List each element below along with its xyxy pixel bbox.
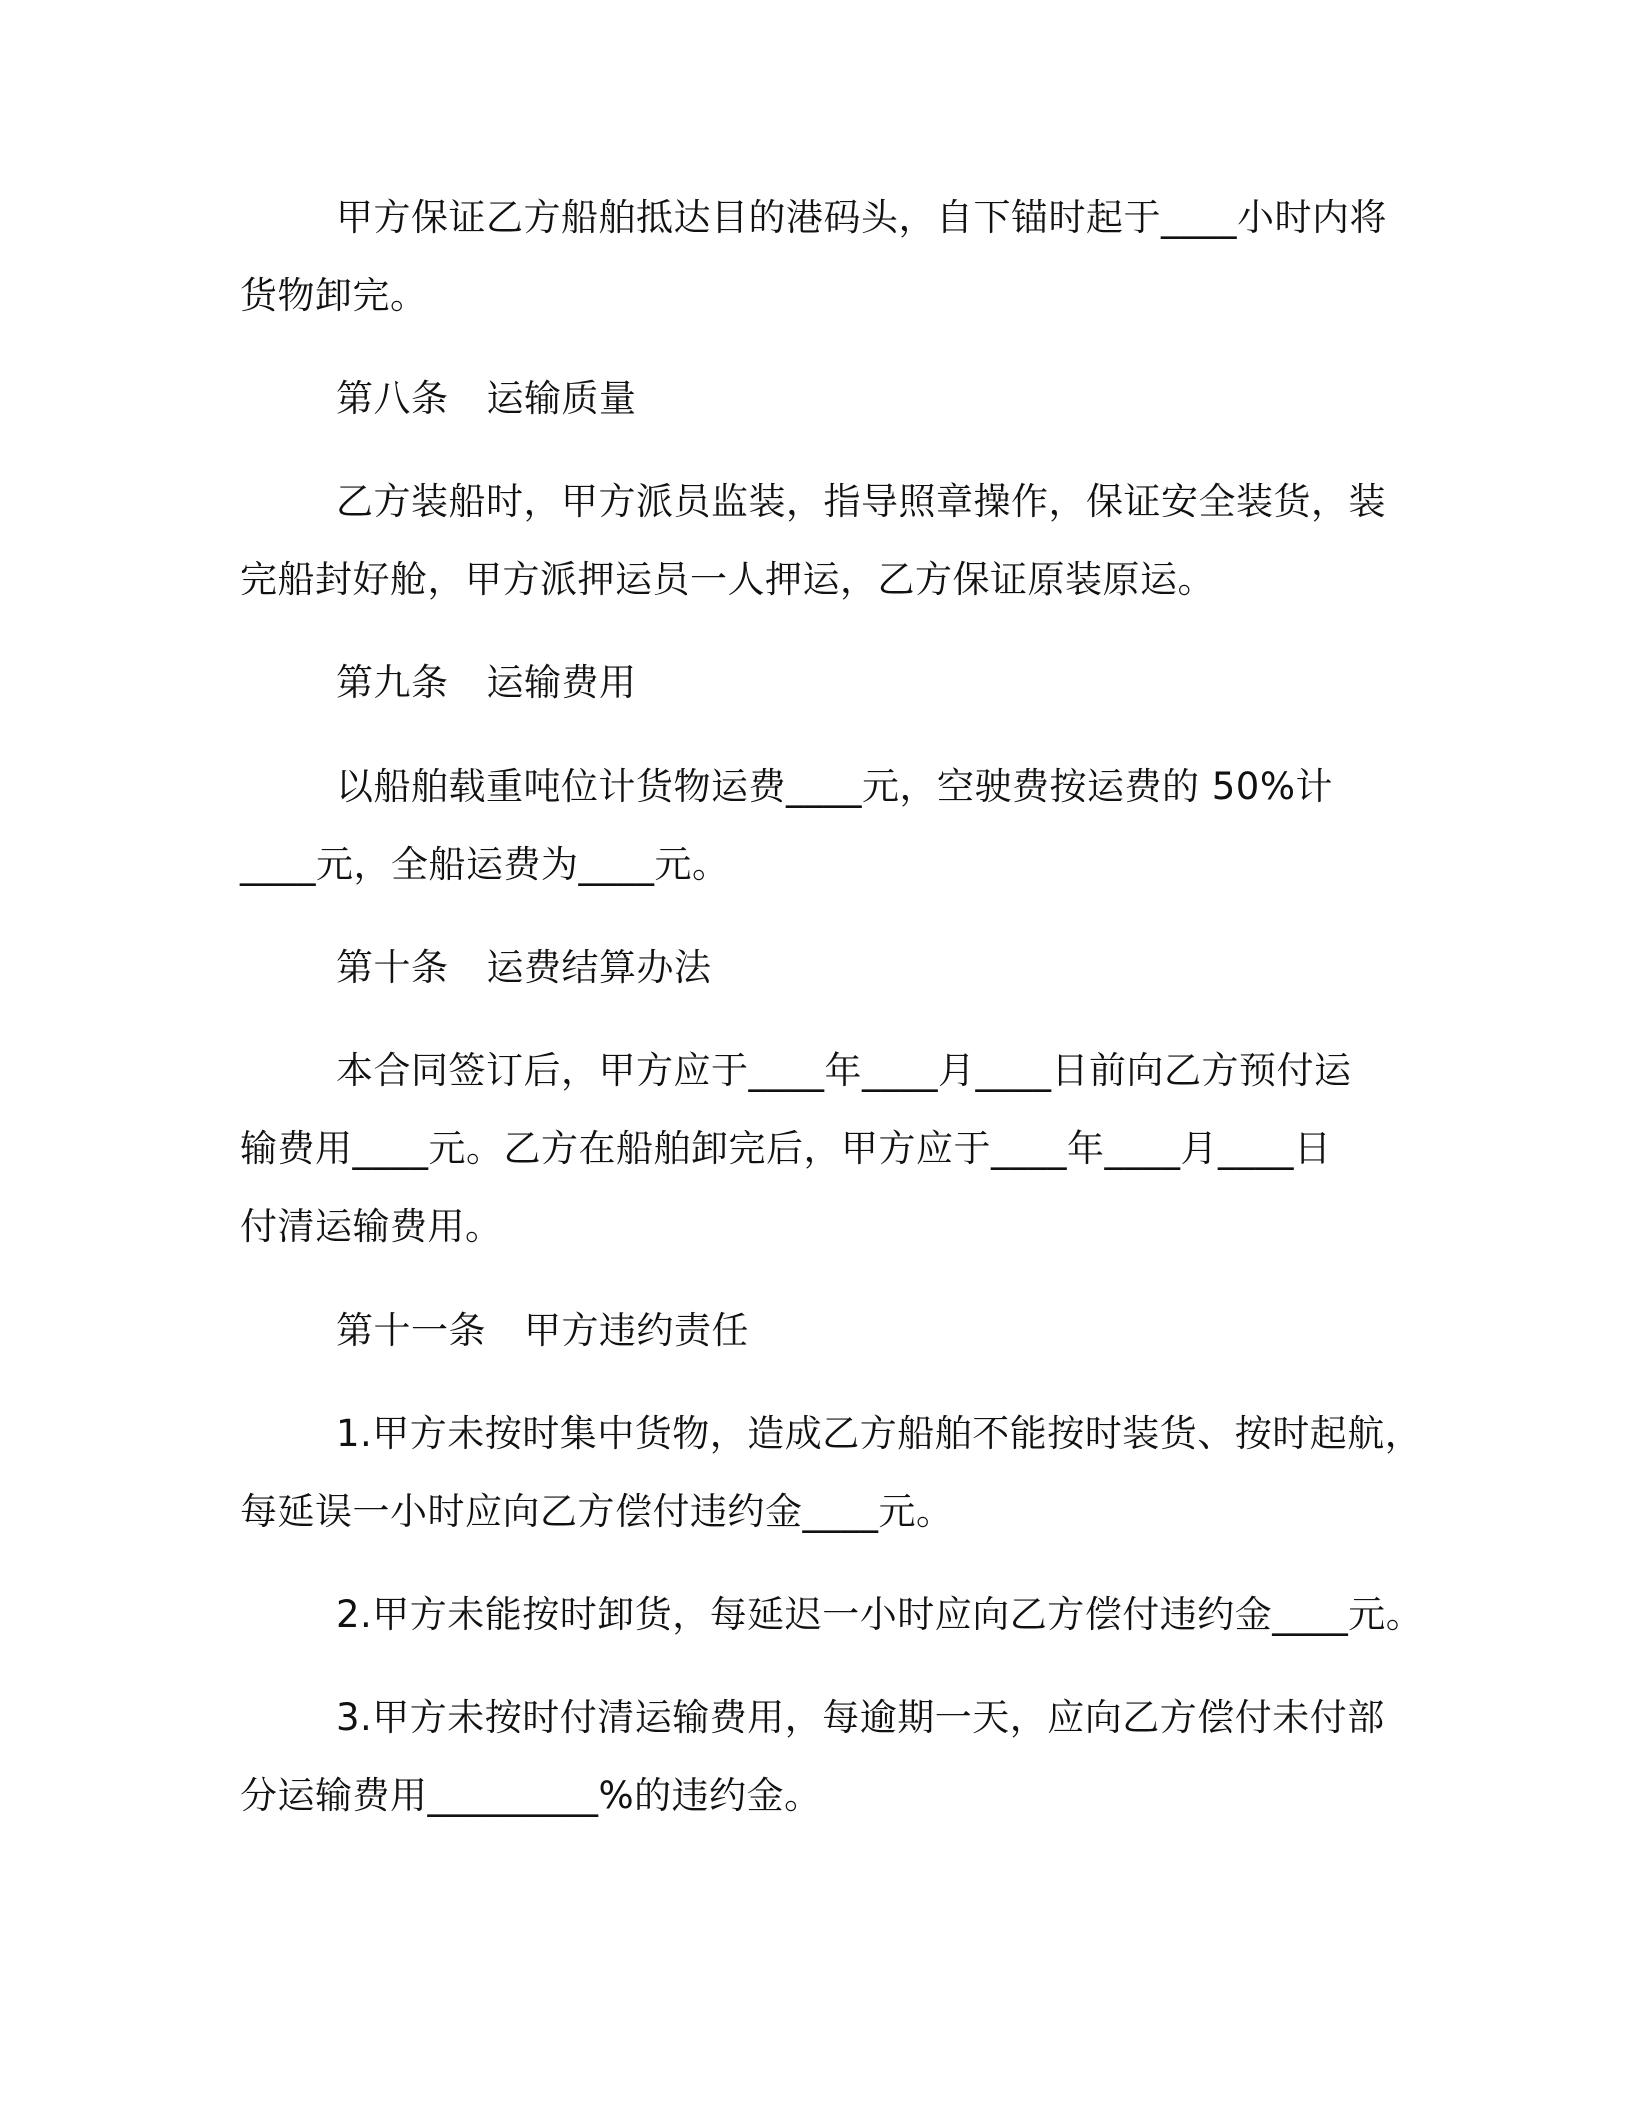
clause-3-line-1: 3.甲方未按时付清运输费用，每逾期一天，应向乙方偿付未付部	[336, 1696, 1385, 1739]
article-8-heading	[0, 374, 1632, 424]
paragraph-settlement-line-1: 本合同签订后，甲方应于____年____月____日前向乙方预付运	[336, 1049, 1352, 1092]
article-9-number: 第九条	[336, 661, 449, 704]
clause-3-line-2: 分运输费用_________%的违约金。	[240, 1774, 822, 1817]
clause-1-line-1: 1.甲方未按时集中货物，造成乙方船舶不能按时装货、按时起航，	[336, 1412, 1423, 1455]
paragraph-freight-line-1: 以船舶载重吨位计货物运费____元，空驶费按运费的 50%计	[336, 765, 1333, 808]
article-11-number: 第十一条	[336, 1309, 486, 1352]
article-9-heading	[0, 658, 1632, 708]
article-10-number: 第十条	[336, 946, 449, 989]
article-10-title: 运费结算办法	[486, 946, 712, 989]
paragraph-settlement-line-2: 输费用____元。乙方在船舶卸完后，甲方应于____年____月____日	[240, 1127, 1332, 1170]
paragraph-quality-line-2: 完船封好舱，甲方派押运员一人押运，乙方保证原装原运。	[240, 558, 1215, 601]
paragraph-unloading-line-1: 甲方保证乙方船舶抵达目的港码头，自下锚时起于____小时内将	[336, 196, 1387, 239]
article-11-title: 甲方违约责任	[524, 1309, 749, 1352]
clause-2-line-1: 2.甲方未能按时卸货，每延迟一小时应向乙方偿付违约金____元。	[336, 1593, 1424, 1636]
article-9-title: 运输费用	[486, 661, 637, 704]
article-10-heading	[0, 943, 1632, 993]
clause-1-line-2: 每延误一小时应向乙方偿付违约金____元。	[240, 1490, 954, 1533]
paragraph-freight-line-2: ____元，全船运费为____元。	[240, 843, 730, 886]
article-8-title: 运输质量	[486, 377, 637, 420]
article-11-heading	[0, 1306, 1632, 1356]
paragraph-settlement-line-3: 付清运输费用。	[240, 1205, 503, 1248]
paragraph-unloading-line-2: 货物卸完。	[240, 274, 428, 317]
paragraph-quality-line-1: 乙方装船时，甲方派员监装，指导照章操作，保证安全装货，装	[336, 480, 1386, 523]
article-8-number: 第八条	[336, 377, 449, 420]
